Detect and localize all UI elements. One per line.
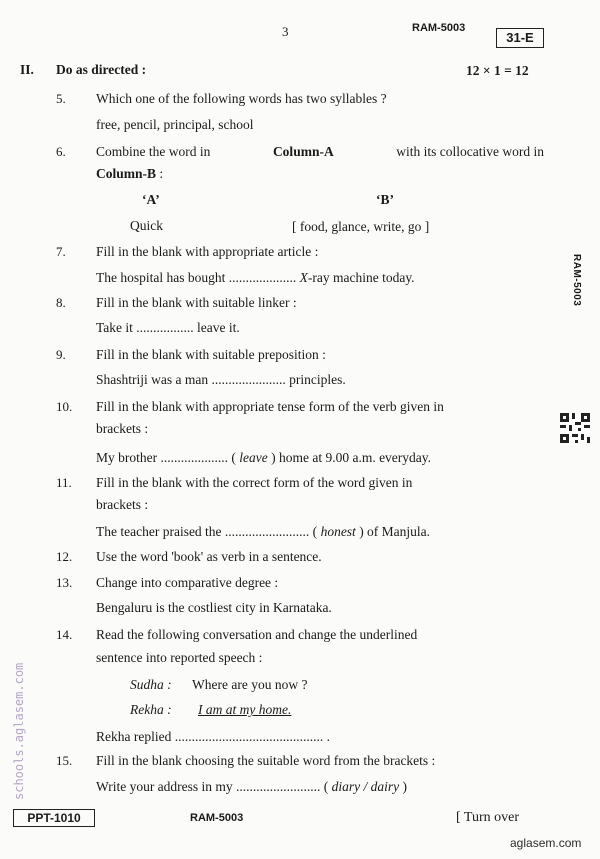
question-text: Read the following conversation and change the underlined xyxy=(96,627,418,642)
reply-line: Rekha replied ............................................ . xyxy=(96,729,330,744)
question-number: 13. xyxy=(56,575,73,590)
question-number: 14. xyxy=(56,627,73,642)
sentence-part: ) home at 9.00 a.m. everyday. xyxy=(271,450,432,465)
section-marks: 12 × 1 = 12 xyxy=(466,63,529,78)
section-numeral: II. xyxy=(20,62,34,77)
text-part: Combine the word in xyxy=(96,144,211,159)
sentence-part: -ray machine today. xyxy=(307,270,415,285)
sentence-part: ) xyxy=(402,779,408,794)
column-a-label: Column-A xyxy=(272,144,334,159)
column-b-label: Column-B xyxy=(96,166,157,181)
question-text: Fill in the blank with suitable linker : xyxy=(96,295,297,310)
sentence-italic: leave xyxy=(239,450,268,465)
question-text-line2: brackets : xyxy=(96,497,149,512)
question-sentence xyxy=(96,450,431,466)
underlined-speech: I am at my home. xyxy=(198,702,292,717)
sentence-italic: diary / dairy xyxy=(331,779,400,794)
turn-over-label: [ Turn over xyxy=(456,810,520,825)
text-part: with its collocative word in xyxy=(396,144,544,159)
header-code-box: 31-E xyxy=(496,28,544,48)
speaker-line: Where are you now ? xyxy=(192,677,308,692)
question-number: 11. xyxy=(56,475,72,490)
sentence-italic: honest xyxy=(320,524,356,539)
question-sentence: Take it ................. leave it. xyxy=(96,320,240,335)
speaker-name: Sudha : xyxy=(130,677,172,692)
question-text-line2: brackets : xyxy=(96,421,149,436)
question-text: Which one of the following words has two syllables ? xyxy=(96,91,387,106)
footer-paper-code: RAM-5003 xyxy=(190,812,244,824)
question-text: Change into comparative degree : xyxy=(96,575,279,590)
site-credit: aglasem.com xyxy=(510,836,582,850)
sentence-part: Write your address in my ......................... ( xyxy=(96,779,329,794)
question-text xyxy=(96,144,544,160)
text-line: Fill in the blank with appropriate tense form of the verb given in xyxy=(96,399,444,414)
question-text: Use the word 'book' as verb in a sentence. xyxy=(96,549,322,564)
question-text-line2: sentence into reported speech : xyxy=(96,650,263,665)
colon: : xyxy=(159,166,164,181)
question-number: 15. xyxy=(56,753,73,768)
column-b-words: [ food, glance, write, go ] xyxy=(292,219,430,234)
question-options: free, pencil, principal, school xyxy=(96,117,254,132)
question-text: Fill in the blank with appropriate article : xyxy=(96,244,319,259)
question-sentence: Bengaluru is the costliest city in Karnataka. xyxy=(96,600,332,615)
question-number: 12. xyxy=(56,549,73,564)
column-b-heading: ‘B’ xyxy=(376,192,394,207)
question-text-line2 xyxy=(96,166,163,182)
question-text xyxy=(96,399,544,415)
header-paper-code: RAM-5003 xyxy=(412,22,466,34)
question-sentence xyxy=(96,270,415,286)
question-sentence: Shashtriji was a man ...................... principles. xyxy=(96,372,346,387)
question-number: 7. xyxy=(56,244,66,259)
section-title: Do as directed : xyxy=(56,62,147,77)
speaker-name: Rekha : xyxy=(130,702,172,717)
side-paper-code: RAM-5003 xyxy=(571,254,582,307)
question-sentence xyxy=(96,779,407,795)
page-number: 3 xyxy=(282,24,289,39)
sentence-part: The hospital has bought .................... xyxy=(96,270,297,285)
sentence-part: The teacher praised the ......................... ( xyxy=(96,524,318,539)
question-number: 5. xyxy=(56,91,66,106)
question-sentence xyxy=(96,524,430,540)
qr-code-icon xyxy=(560,413,590,443)
sentence-part: My brother .................... ( xyxy=(96,450,236,465)
footer-code-box: PPT-1010 xyxy=(13,809,95,827)
sentence-part: ) of Manjula. xyxy=(359,524,431,539)
question-text: Fill in the blank with the correct form of the word given in xyxy=(96,475,413,490)
sentence-italic: X xyxy=(299,270,308,285)
question-number: 8. xyxy=(56,295,66,310)
question-number: 9. xyxy=(56,347,66,362)
question-text: Fill in the blank choosing the suitable word from the brackets : xyxy=(96,753,436,768)
question-text: Fill in the blank with suitable preposition : xyxy=(96,347,326,362)
question-number: 10. xyxy=(56,399,73,414)
watermark-text: schools.aglasem.com xyxy=(12,662,26,800)
column-a-word: Quick xyxy=(130,218,163,233)
column-a-heading: ‘A’ xyxy=(142,192,160,207)
question-number: 6. xyxy=(56,144,66,159)
